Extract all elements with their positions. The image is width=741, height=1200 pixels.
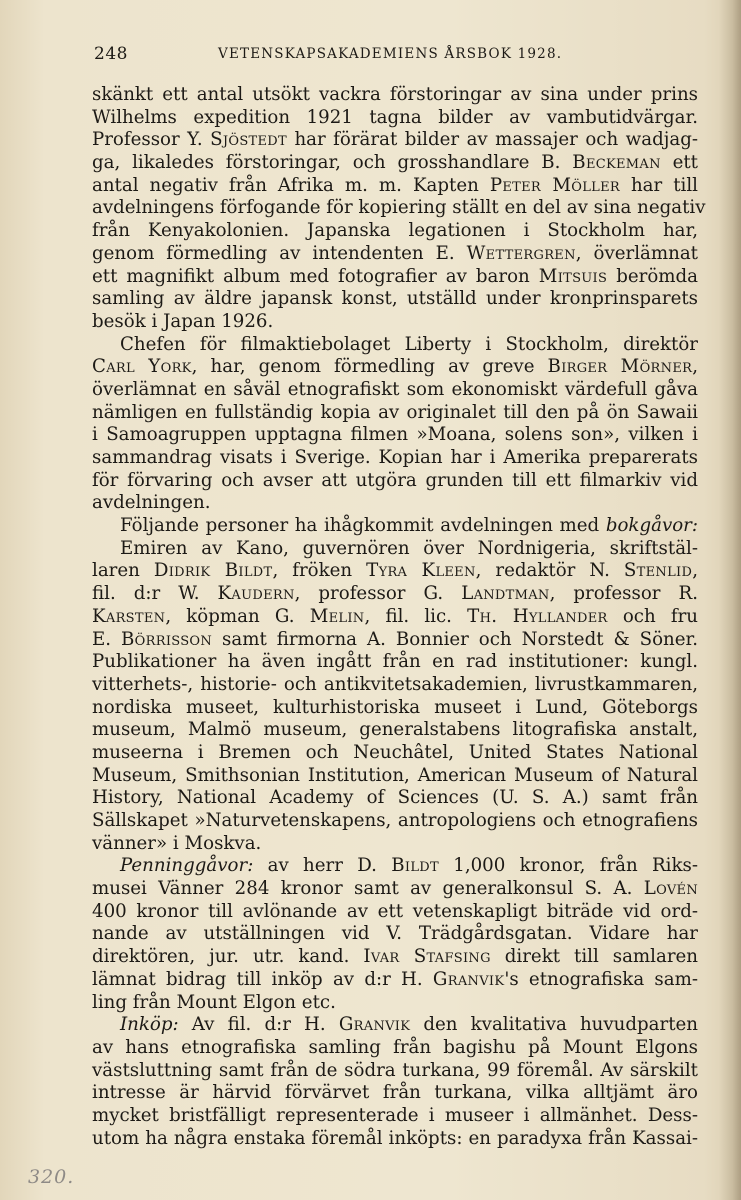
- text-line: [92, 719, 698, 742]
- person-name: Wettergren: [466, 242, 576, 264]
- text-line: [92, 107, 698, 130]
- text-run: avdelningens förfogande för kopiering ställt en del av sina negativ: [92, 197, 706, 219]
- text-line: [92, 402, 698, 425]
- text-line: [92, 1128, 698, 1151]
- text-run: skänkt ett antal utsökt vackra förstoringar av sina under prins: [92, 84, 698, 105]
- person-name: Kaudern: [217, 583, 295, 605]
- text-line: [92, 175, 698, 198]
- text-run: Museum, Smithsonian Institution, American Museum of Natural: [92, 764, 698, 786]
- text-run: avdelningen.: [92, 492, 211, 514]
- text-line: [92, 833, 698, 856]
- text-run: ett: [660, 152, 698, 174]
- text-run: , redaktör N.: [475, 560, 624, 582]
- text-line: [92, 1060, 698, 1083]
- text-run: fil. d:r W.: [92, 583, 218, 605]
- person-name: Mitsuis: [538, 265, 608, 287]
- page-header: [94, 42, 698, 66]
- text-line: [92, 560, 698, 583]
- person-name: Lovén: [643, 878, 698, 900]
- person-name: Sjöstedt: [210, 129, 287, 151]
- text-run: och fru: [607, 605, 699, 627]
- text-run: i Samoagruppen upptagna filmen »Moana, solens son», vilken i: [92, 424, 698, 446]
- text-run: Wilhelms expedition 1921 tagna bilder av vambutidvärgar.: [92, 106, 698, 128]
- text-line: [92, 220, 698, 243]
- text-run: berömda: [607, 265, 698, 287]
- person-name: Carl York: [92, 356, 192, 378]
- page-number: 248: [94, 44, 128, 64]
- text-line: [92, 810, 698, 833]
- text-line: [92, 1105, 698, 1128]
- text-run: laren: [92, 560, 154, 582]
- text-line: [92, 515, 698, 538]
- text-run: ett magnifikt album med fotografier av baron: [92, 265, 539, 287]
- person-name: Birger Mörner: [547, 356, 693, 378]
- text-line: [92, 674, 698, 697]
- person-name: Melin: [309, 605, 365, 627]
- section-label: Penninggåvor:: [120, 855, 254, 877]
- text-run: Sällskapet »Naturvetenskapens, antropologiens och etnografiens: [92, 810, 698, 831]
- text-line: [92, 923, 698, 946]
- text-line: [92, 629, 698, 652]
- text-run: Chefen för filmaktiebolaget Liberty i Stockholm, direktör: [120, 333, 698, 355]
- text-run: har förärat bilder av massajer och wadjag-: [286, 129, 698, 151]
- text-line: [92, 538, 698, 561]
- text-run: museum, Malmö museum, generalstabens litografiska anstalt,: [92, 719, 698, 741]
- person-name: Beckeman: [572, 152, 661, 174]
- text-run: direktören, jur. utr. kand.: [92, 946, 364, 968]
- text-line: [92, 492, 698, 515]
- text-run: besök i Japan 1926.: [92, 310, 274, 332]
- text-line: [92, 901, 698, 924]
- text-run: utom ha några enstaka föremål inköpts: en paradyxa från Kassai-: [92, 1127, 698, 1149]
- text-line: [92, 266, 698, 289]
- text-run: Professor Y.: [92, 129, 211, 151]
- text-run: Emiren av Kano, guvernören över Nordnigeria, skriftstäl-: [120, 537, 698, 559]
- text-run: museerna i Bremen och Neuchâtel, United States National: [92, 741, 698, 763]
- text-run: musei Vänner 284 kronor samt av generalkonsul S. A.: [92, 878, 644, 900]
- text-run: Följande personer ha ihågkommit avdelningen med: [120, 515, 606, 537]
- text-run: direkt till samlaren: [490, 946, 698, 968]
- person-name: Stenlid: [623, 560, 693, 582]
- text-run: sammandrag visats i Sverige. Kopian har i Amerika preparerats: [92, 447, 698, 468]
- text-line: [92, 878, 698, 901]
- person-name: Peter Möller: [489, 174, 620, 196]
- text-run: ,: [692, 560, 698, 582]
- text-run: , professor R.: [549, 583, 698, 605]
- text-line: [92, 969, 698, 992]
- text-line: [92, 742, 698, 765]
- text-run: vänner» i Moskva.: [92, 832, 262, 854]
- page-edge-shadow: [719, 0, 741, 1200]
- text-run: nande av utställningen vid V. Trädgårdsgatan. Vidare har: [92, 923, 698, 945]
- text-run: , har, genom förmedling av greve: [191, 356, 548, 378]
- text-run: västsluttning samt från de södra turkana, 99 föremål. Av särskilt: [92, 1059, 698, 1081]
- pencil-annotation: 320.: [28, 1166, 75, 1188]
- text-line: [92, 356, 698, 379]
- text-run: samt firmorna A. Bonnier och Norstedt & Söner.: [212, 628, 698, 650]
- text-run: vitterhets-, historie- och antikvitetsakademien, livrustkammaren,: [92, 673, 698, 695]
- person-name: Tyra Kleen: [366, 560, 476, 582]
- text-run: History, National Academy of Sciences (U. S. A.) samt från: [92, 787, 698, 809]
- text-run: den kvalitativa huvudparten: [410, 1014, 698, 1036]
- text-line: [92, 855, 698, 878]
- text-run: Publikationer ha även ingått från en rad institutioner: kungl.: [92, 651, 698, 673]
- text-run: antal negativ från Afrika m. m. Kapten: [92, 174, 490, 196]
- text-run: från Kenyakolonien. Japanska legationen i Stockholm har,: [92, 220, 698, 242]
- text-run: överlämnat en såväl etnografiskt som ekonomiskt värdefull gåva: [92, 378, 698, 400]
- text-line: [92, 787, 698, 810]
- text-line: [92, 152, 698, 175]
- person-name: Ivar Stafsing: [363, 946, 491, 968]
- text-run: , fil. lic.: [364, 605, 468, 627]
- text-run: 1,000 kronor, från Riks-: [438, 855, 698, 877]
- text-run: ling från Mount Elgon etc.: [92, 991, 336, 1013]
- text-run: , professor G.: [294, 583, 462, 605]
- running-head: VETENSKAPSAKADEMIENS ÅRSBOK 1928.: [218, 46, 563, 62]
- text-run: nämligen en fullständig kopia av originalet till den på ön Sawaii: [92, 401, 698, 423]
- text-line: [92, 765, 698, 788]
- person-name: Didrik Bildt: [153, 560, 273, 582]
- text-run: genom förmedling av intendenten E.: [92, 242, 467, 264]
- section-label: Inköp:: [120, 1014, 179, 1036]
- text-line: [92, 334, 698, 357]
- text-line: [92, 447, 698, 470]
- text-line: [92, 1082, 698, 1105]
- text-line: [92, 379, 698, 402]
- text-line: [92, 651, 698, 674]
- text-line: [92, 697, 698, 720]
- body-text: [92, 84, 706, 1150]
- text-line: [92, 311, 698, 334]
- person-name: Karsten: [92, 605, 166, 627]
- text-run: samling av äldre japansk konst, utställd under kronprinsparets: [92, 288, 698, 310]
- text-line: [92, 424, 698, 447]
- text-line: [92, 243, 698, 266]
- text-line: [92, 606, 698, 629]
- text-run: av hans etnografiska samling från bagishu på Mount Elgons: [92, 1036, 698, 1058]
- text-line: [92, 1014, 698, 1037]
- person-name: Landtman: [461, 583, 550, 605]
- text-line: [92, 583, 698, 606]
- text-run: 400 kronor till avlönande av ett vetenskapligt biträde vid ord-: [92, 900, 698, 922]
- text-run: har till: [619, 174, 698, 196]
- person-name: Granvik: [432, 968, 505, 990]
- text-line: [92, 197, 706, 220]
- person-name: Bildt: [391, 855, 439, 877]
- person-name: Granvik: [338, 1014, 411, 1036]
- text-run: mycket bristfälligt representerade i museer i allmänhet. Dess-: [92, 1104, 698, 1126]
- text-run: ,: [692, 356, 698, 378]
- text-run: lämnat bidrag till inköp av d:r H.: [92, 968, 433, 990]
- text-line: [92, 129, 698, 152]
- text-run: för förvaring och avser att utgöra grunden till ett filmarkiv vid: [92, 469, 698, 491]
- text-run: Av fil. d:r H.: [178, 1014, 339, 1036]
- text-run: , köpman G.: [165, 605, 310, 627]
- section-label: bokgåvor:: [605, 515, 698, 537]
- text-line: [92, 992, 698, 1015]
- text-line: [92, 288, 698, 311]
- text-line: [92, 1037, 698, 1060]
- text-run: av herr D.: [253, 855, 392, 877]
- person-name: Th. Hyllander: [467, 605, 608, 627]
- text-line: [92, 470, 698, 493]
- text-run: E.: [92, 628, 122, 650]
- person-name: Börrisson: [121, 628, 213, 650]
- text-run: , fröken: [272, 560, 367, 582]
- text-run: 's etnografiska sam-: [504, 968, 698, 990]
- text-run: , överlämnat: [575, 242, 698, 264]
- text-line: [92, 84, 698, 107]
- text-run: intresse är härvid förvärvet från turkana, vilka alltjämt äro: [92, 1082, 698, 1104]
- text-line: [92, 946, 698, 969]
- text-run: ga, likaledes förstoringar, och grosshandlare B.: [92, 152, 573, 174]
- text-run: nordiska museet, kulturhistoriska museet i Lund, Göteborgs: [92, 696, 698, 718]
